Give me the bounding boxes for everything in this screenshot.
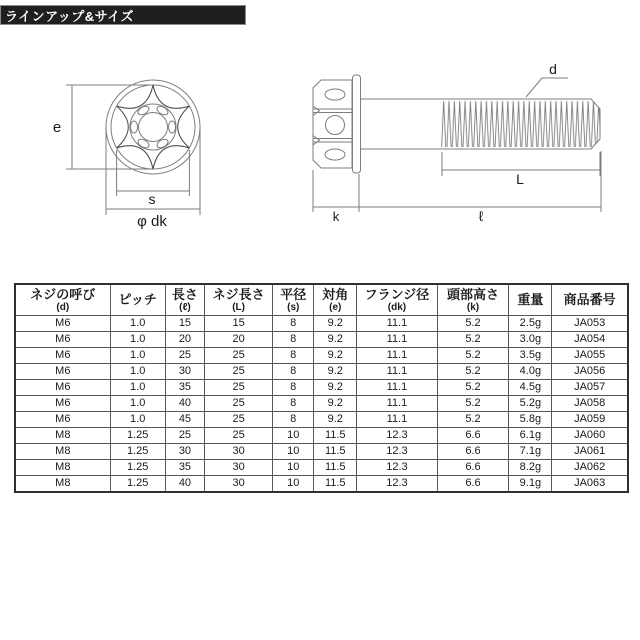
- flange-washer: [353, 75, 361, 173]
- table-row: [15, 332, 628, 348]
- table-cell: 25: [205, 380, 273, 396]
- table-cell: 7.1g: [509, 444, 552, 460]
- col-header-across-corners: 対角 (e): [314, 284, 357, 316]
- table-cell: 25: [205, 364, 273, 380]
- star-head-outline: [117, 85, 190, 169]
- table-cell: 4.0g: [509, 364, 552, 380]
- table-cell: 4.5g: [509, 380, 552, 396]
- table-cell: 5.2: [437, 348, 509, 364]
- table-cell: 25: [205, 428, 273, 444]
- groove-notch: [313, 106, 320, 116]
- table-cell: M6: [15, 396, 110, 412]
- table-cell: 8: [273, 316, 314, 332]
- table-cell: 10: [273, 460, 314, 476]
- table-row: [15, 380, 628, 396]
- table-cell: JA057: [552, 380, 628, 396]
- table-cell: JA054: [552, 332, 628, 348]
- table-cell: 5.2: [437, 364, 509, 380]
- table-cell: 30: [205, 476, 273, 493]
- table-cell: M8: [15, 428, 110, 444]
- table-cell: 9.2: [314, 380, 357, 396]
- table-cell: 10: [273, 476, 314, 493]
- table-row: [15, 460, 628, 476]
- table-cell: 11.5: [314, 428, 357, 444]
- table-cell: 1.0: [110, 364, 165, 380]
- table-cell: 1.0: [110, 348, 165, 364]
- table-cell: 8: [273, 332, 314, 348]
- table-cell: 12.3: [357, 460, 437, 476]
- table-cell: 30: [205, 460, 273, 476]
- table-cell: 5.8g: [509, 412, 552, 428]
- table-cell: 5.2: [437, 396, 509, 412]
- table-cell: JA062: [552, 460, 628, 476]
- table-cell: 5.2: [437, 412, 509, 428]
- section-title: ラインアップ&サイズ: [5, 8, 135, 24]
- table-cell: 25: [205, 396, 273, 412]
- col-header-product-number: 商品番号: [552, 284, 628, 316]
- table-cell: JA061: [552, 444, 628, 460]
- table-cell: 1.0: [110, 332, 165, 348]
- table-cell: 10: [273, 444, 314, 460]
- dim-label-ell: ℓ: [478, 208, 484, 224]
- bolt-technical-drawing: [0, 0, 640, 260]
- table-cell: 1.0: [110, 316, 165, 332]
- table-cell: JA056: [552, 364, 628, 380]
- table-cell: 6.6: [437, 428, 509, 444]
- table-cell: JA053: [552, 316, 628, 332]
- table-cell: 8: [273, 364, 314, 380]
- dim-label-dk: φ dk: [137, 213, 167, 230]
- table-cell: 35: [165, 460, 204, 476]
- table-row: [15, 476, 628, 493]
- table-cell: 12.3: [357, 444, 437, 460]
- table-cell: JA060: [552, 428, 628, 444]
- table-cell: 9.2: [314, 396, 357, 412]
- table-cell: 15: [165, 316, 204, 332]
- head-top-circle: [111, 85, 195, 169]
- table-cell: 15: [205, 316, 273, 332]
- thread-section: [441, 99, 600, 149]
- table-cell: 1.25: [110, 460, 165, 476]
- table-cell: 1.25: [110, 428, 165, 444]
- table-cell: 9.2: [314, 332, 357, 348]
- table-cell: M8: [15, 460, 110, 476]
- table-row: [15, 316, 628, 332]
- table-cell: 40: [165, 396, 204, 412]
- col-header-head-height: 頭部高さ (k): [437, 284, 509, 316]
- table-cell: 9.1g: [509, 476, 552, 493]
- table-row: [15, 412, 628, 428]
- col-header-flat-width: 平径 (s): [273, 284, 314, 316]
- table-cell: JA055: [552, 348, 628, 364]
- col-header-pitch: ピッチ: [110, 284, 165, 316]
- col-header-length: 長さ (ℓ): [165, 284, 204, 316]
- spec-table-section: [14, 283, 629, 493]
- table-cell: M6: [15, 332, 110, 348]
- head-side-outline: [313, 80, 352, 168]
- dim-label-s: s: [148, 191, 156, 207]
- table-cell: 1.25: [110, 444, 165, 460]
- table-cell: 3.0g: [509, 332, 552, 348]
- table-cell: 11.5: [314, 460, 357, 476]
- table-cell: 11.1: [357, 348, 437, 364]
- table-cell: 11.5: [314, 476, 357, 493]
- table-cell: M6: [15, 412, 110, 428]
- table-cell: 8: [273, 412, 314, 428]
- center-bore-circle: [139, 113, 168, 142]
- dim-label-L: L: [516, 171, 524, 187]
- table-cell: JA058: [552, 396, 628, 412]
- table-cell: 9.2: [314, 412, 357, 428]
- table-cell: 12.3: [357, 428, 437, 444]
- table-cell: JA059: [552, 412, 628, 428]
- table-cell: 11.1: [357, 332, 437, 348]
- head-slot-hole: [325, 89, 345, 100]
- table-row: [15, 428, 628, 444]
- table-cell: 8.2g: [509, 460, 552, 476]
- table-cell: M6: [15, 364, 110, 380]
- front-view-dimensions: [66, 85, 200, 215]
- dim-label-k: k: [332, 209, 340, 224]
- table-cell: 40: [165, 476, 204, 493]
- table-cell: 11.5: [314, 444, 357, 460]
- table-cell: M8: [15, 476, 110, 493]
- table-cell: 11.1: [357, 396, 437, 412]
- bolt-side-view: [313, 75, 600, 173]
- table-cell: 25: [165, 428, 204, 444]
- table-cell: 1.0: [110, 380, 165, 396]
- table-cell: M6: [15, 316, 110, 332]
- table-cell: 20: [205, 332, 273, 348]
- col-header-thread-size: ネジの呼び (d): [15, 284, 110, 316]
- lightening-slot: [131, 121, 138, 133]
- table-cell: 5.2: [437, 380, 509, 396]
- col-header-weight: 重量: [509, 284, 552, 316]
- table-cell: M6: [15, 380, 110, 396]
- table-cell: 10: [273, 428, 314, 444]
- table-cell: 5.2: [437, 332, 509, 348]
- col-header-thread-length: ネジ長さ (L): [205, 284, 273, 316]
- table-cell: 1.0: [110, 412, 165, 428]
- table-cell: 2.5g: [509, 316, 552, 332]
- table-cell: 1.0: [110, 396, 165, 412]
- table-cell: M8: [15, 444, 110, 460]
- head-round-hole: [326, 116, 345, 135]
- groove-notch: [313, 136, 320, 146]
- table-row: [15, 364, 628, 380]
- table-row: [15, 396, 628, 412]
- bolt-front-view: [106, 80, 200, 174]
- flange-outer-circle: [106, 80, 200, 174]
- table-cell: 12.3: [357, 476, 437, 493]
- table-cell: 11.1: [357, 316, 437, 332]
- table-row: [15, 348, 628, 364]
- spec-table-body: [15, 316, 628, 493]
- lightening-slot: [169, 121, 176, 133]
- table-cell: 6.6: [437, 460, 509, 476]
- table-cell: 5.2g: [509, 396, 552, 412]
- table-cell: 8: [273, 396, 314, 412]
- table-cell: M6: [15, 348, 110, 364]
- table-cell: 6.6: [437, 444, 509, 460]
- spec-table-header: [15, 284, 628, 316]
- head-slot-hole: [325, 149, 345, 160]
- table-cell: 1.25: [110, 476, 165, 493]
- center-ring-outer: [130, 104, 176, 150]
- table-cell: 25: [165, 348, 204, 364]
- table-cell: JA063: [552, 476, 628, 493]
- table-cell: 30: [205, 444, 273, 460]
- table-cell: 25: [205, 348, 273, 364]
- table-cell: 6.6: [437, 476, 509, 493]
- table-cell: 35: [165, 380, 204, 396]
- col-header-flange-dia: フランジ径 (dk): [357, 284, 437, 316]
- table-cell: 9.2: [314, 348, 357, 364]
- table-cell: 3.5g: [509, 348, 552, 364]
- table-cell: 6.1g: [509, 428, 552, 444]
- dim-label-e: e: [52, 119, 62, 136]
- table-cell: 20: [165, 332, 204, 348]
- table-cell: 11.1: [357, 380, 437, 396]
- table-cell: 9.2: [314, 316, 357, 332]
- table-cell: 8: [273, 380, 314, 396]
- spec-table: [14, 283, 629, 493]
- table-cell: 25: [205, 412, 273, 428]
- table-cell: 30: [165, 444, 204, 460]
- table-cell: 9.2: [314, 364, 357, 380]
- dim-label-d: d: [549, 61, 557, 77]
- table-cell: 11.1: [357, 412, 437, 428]
- table-cell: 11.1: [357, 364, 437, 380]
- table-cell: 45: [165, 412, 204, 428]
- table-row: [15, 444, 628, 460]
- table-cell: 5.2: [437, 316, 509, 332]
- table-cell: 8: [273, 348, 314, 364]
- table-cell: 30: [165, 364, 204, 380]
